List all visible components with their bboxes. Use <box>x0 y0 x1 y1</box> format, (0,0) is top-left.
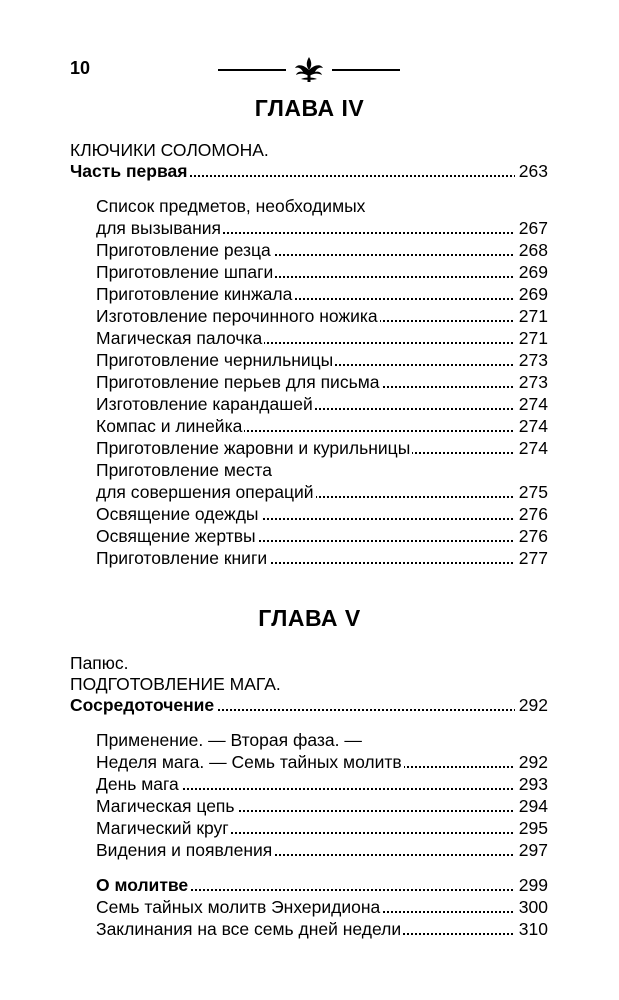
chapter-5-heading: ГЛАВА V <box>258 605 361 631</box>
page-ref: 274 <box>515 393 548 415</box>
toc-entry <box>96 817 548 839</box>
entry-text: Список предметов, необходимых <box>96 196 366 216</box>
page-ref: 271 <box>515 305 548 327</box>
toc-entry <box>96 918 548 940</box>
entry-text: Изготовление перочинного ножика <box>96 306 378 326</box>
section-title: О молитве <box>96 875 189 895</box>
page-ref: 271 <box>515 327 548 349</box>
page-ref: 268 <box>515 239 548 261</box>
page-ref: 273 <box>515 349 548 371</box>
entry-text: Семь тайных молитв Энхеридиона <box>96 897 381 917</box>
toc-entry <box>96 283 548 305</box>
toc-entry <box>96 751 548 773</box>
entry-text: для совершения операций <box>96 482 314 502</box>
entry-text: Приготовление резца <box>96 240 271 260</box>
entry-text: Компас и линейка <box>96 416 243 436</box>
entry-text: Приготовление кинжала <box>96 284 293 304</box>
page-ref: 276 <box>515 525 548 547</box>
toc-entry <box>96 729 548 751</box>
toc-entry <box>96 239 548 261</box>
toc-entry <box>96 481 548 503</box>
page-ref: 299 <box>515 874 548 896</box>
chapter-4-title <box>70 139 548 161</box>
toc-entry <box>96 773 548 795</box>
entry-text: Изготовление карандашей <box>96 394 313 414</box>
author-text: Папюс. <box>70 653 129 673</box>
toc-entry <box>96 896 548 918</box>
page-ref: 274 <box>515 437 548 459</box>
entry-text: День мага <box>96 774 179 794</box>
page-ref: 263 <box>515 160 548 182</box>
section-title: Сосредоточение <box>70 695 215 715</box>
chapter-5-title <box>70 673 548 695</box>
entry-text: Заклинания на все семь дней недели <box>96 919 402 939</box>
toc-entry <box>96 349 548 371</box>
page-ref: 294 <box>515 795 548 817</box>
page-ref: 276 <box>515 503 548 525</box>
entry-text: Приготовление шпаги <box>96 262 274 282</box>
toc-entry <box>96 261 548 283</box>
page-ref: 292 <box>515 751 548 773</box>
page-ref: 274 <box>515 415 548 437</box>
toc-entry <box>96 459 548 481</box>
toc-entry <box>96 525 548 547</box>
page-ref: 275 <box>515 481 548 503</box>
page-ref: 267 <box>515 217 548 239</box>
entry-text: Видения и появления <box>96 840 273 860</box>
entry-text: Магический круг <box>96 818 229 838</box>
entry-text: Приготовление места <box>96 460 272 480</box>
chapter-4-title-text: КЛЮЧИКИ СОЛОМОНА. <box>70 140 269 160</box>
toc-entry <box>96 795 548 817</box>
chapter-5-title-text: ПОДГОТОВЛЕНИЕ МАГА. <box>70 674 281 694</box>
entry-text: Магическая цепь <box>96 796 235 816</box>
header-rule-left <box>218 69 286 71</box>
page-ref: 297 <box>515 839 548 861</box>
entry-text: Приготовление жаровни и курильницы <box>96 438 411 458</box>
entry-text: Освящение жертвы <box>96 526 256 546</box>
toc-entry <box>96 371 548 393</box>
toc-part-entry <box>70 160 548 182</box>
toc-entry <box>96 393 548 415</box>
entry-text: Освящение одежды <box>96 504 259 524</box>
chapter-4-heading: ГЛАВА IV <box>254 95 365 121</box>
page-number: 10 <box>70 58 91 78</box>
toc-section-entry <box>70 694 548 716</box>
page-ref: 300 <box>515 896 548 918</box>
entry-text: Приготовление книги <box>96 548 268 568</box>
fleur-de-lis-ornament-icon <box>289 54 329 84</box>
page-ref: 269 <box>515 283 548 305</box>
entry-text: Приготовление чернильницы <box>96 350 334 370</box>
page-header <box>70 54 548 84</box>
toc-entry <box>96 195 548 217</box>
toc-entry <box>96 839 548 861</box>
toc-section-entry <box>96 874 548 896</box>
entry-text: для вызывания <box>96 218 221 238</box>
page-ref: 292 <box>515 694 548 716</box>
page-ref: 269 <box>515 261 548 283</box>
entry-text: Магическая палочка <box>96 328 263 348</box>
chapter-5-author <box>70 652 548 674</box>
page-ref: 277 <box>515 547 548 569</box>
toc-entry <box>96 217 548 239</box>
toc-entry <box>96 415 548 437</box>
toc-entry <box>96 305 548 327</box>
entry-text: Неделя мага. — Семь тайных молитв <box>96 752 402 772</box>
part-title: Часть первая <box>70 161 188 181</box>
entry-text: Применение. — Вторая фаза. — <box>96 730 362 750</box>
header-rule-right <box>332 69 400 71</box>
page-ref: 293 <box>515 773 548 795</box>
page-ref: 310 <box>515 918 548 940</box>
toc-entry <box>96 547 548 569</box>
page-ref: 295 <box>515 817 548 839</box>
toc-entry <box>96 437 548 459</box>
page-ref: 273 <box>515 371 548 393</box>
toc-entry <box>96 503 548 525</box>
toc-entry <box>96 327 548 349</box>
entry-text: Приготовление перьев для письма <box>96 372 380 392</box>
